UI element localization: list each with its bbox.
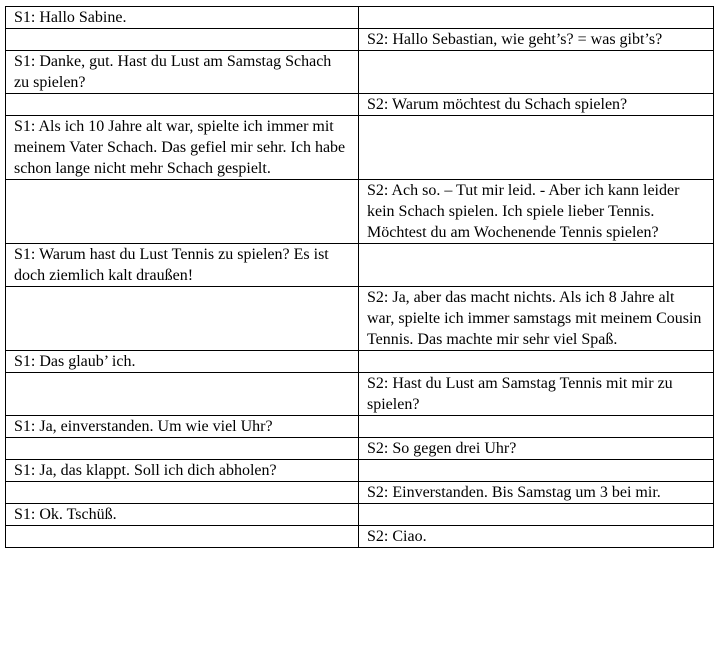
table-row <box>6 94 714 116</box>
speaker-1-cell: S1: Danke, gut. Hast du Lust am Samstag Schach zu spielen? <box>6 51 359 94</box>
speaker-2-cell: S2: Hallo Sebastian, wie geht’s? = was gibt’s? <box>359 29 714 51</box>
speaker-2-cell: S2: Ja, aber das macht nichts. Als ich 8 Jahre alt war, spielte ich immer samstags mit meinem Cousin Tennis. Das machte mir sehr viel Spaß. <box>359 287 714 351</box>
table-row <box>6 460 714 482</box>
empty-cell <box>359 51 714 94</box>
empty-cell <box>359 351 714 373</box>
table-row <box>6 504 714 526</box>
empty-cell <box>6 287 359 351</box>
empty-cell <box>359 116 714 180</box>
table-row <box>6 351 714 373</box>
speaker-2-cell: S2: Einverstanden. Bis Samstag um 3 bei mir. <box>359 482 714 504</box>
empty-cell <box>359 244 714 287</box>
speaker-2-cell: S2: Warum möchtest du Schach spielen? <box>359 94 714 116</box>
speaker-1-cell: S1: Warum hast du Lust Tennis zu spielen? Es ist doch ziemlich kalt draußen! <box>6 244 359 287</box>
table-row <box>6 29 714 51</box>
table-row <box>6 416 714 438</box>
speaker-1-cell: S1: Ja, das klappt. Soll ich dich abholen? <box>6 460 359 482</box>
table-row <box>6 51 714 94</box>
speaker-2-cell: S2: Hast du Lust am Samstag Tennis mit mir zu spielen? <box>359 373 714 416</box>
speaker-1-cell: S1: Ja, einverstanden. Um wie viel Uhr? <box>6 416 359 438</box>
empty-cell <box>359 460 714 482</box>
empty-cell <box>359 504 714 526</box>
table-row <box>6 180 714 244</box>
empty-cell <box>359 7 714 29</box>
empty-cell <box>6 373 359 416</box>
speaker-1-cell: S1: Hallo Sabine. <box>6 7 359 29</box>
dialogue-table <box>5 6 714 548</box>
speaker-1-cell: S1: Als ich 10 Jahre alt war, spielte ich immer mit meinem Vater Schach. Das gefiel mir sehr. Ich habe schon lange nicht mehr Schach gespielt. <box>6 116 359 180</box>
empty-cell <box>6 180 359 244</box>
table-row <box>6 438 714 460</box>
table-row <box>6 482 714 504</box>
table-row <box>6 7 714 29</box>
speaker-2-cell: S2: Ach so. – Tut mir leid. - Aber ich kann leider kein Schach spielen. Ich spiele lieber Tennis. Möchtest du am Wochenende Tennis spielen? <box>359 180 714 244</box>
table-row <box>6 373 714 416</box>
speaker-1-cell: S1: Ok. Tschüß. <box>6 504 359 526</box>
speaker-2-cell: S2: So gegen drei Uhr? <box>359 438 714 460</box>
empty-cell <box>359 416 714 438</box>
empty-cell <box>6 94 359 116</box>
speaker-2-cell: S2: Ciao. <box>359 526 714 548</box>
table-row <box>6 116 714 180</box>
empty-cell <box>6 438 359 460</box>
table-row <box>6 244 714 287</box>
table-row <box>6 287 714 351</box>
empty-cell <box>6 526 359 548</box>
empty-cell <box>6 482 359 504</box>
dialogue-body <box>6 7 714 548</box>
speaker-1-cell: S1: Das glaub’ ich. <box>6 351 359 373</box>
table-row <box>6 526 714 548</box>
empty-cell <box>6 29 359 51</box>
